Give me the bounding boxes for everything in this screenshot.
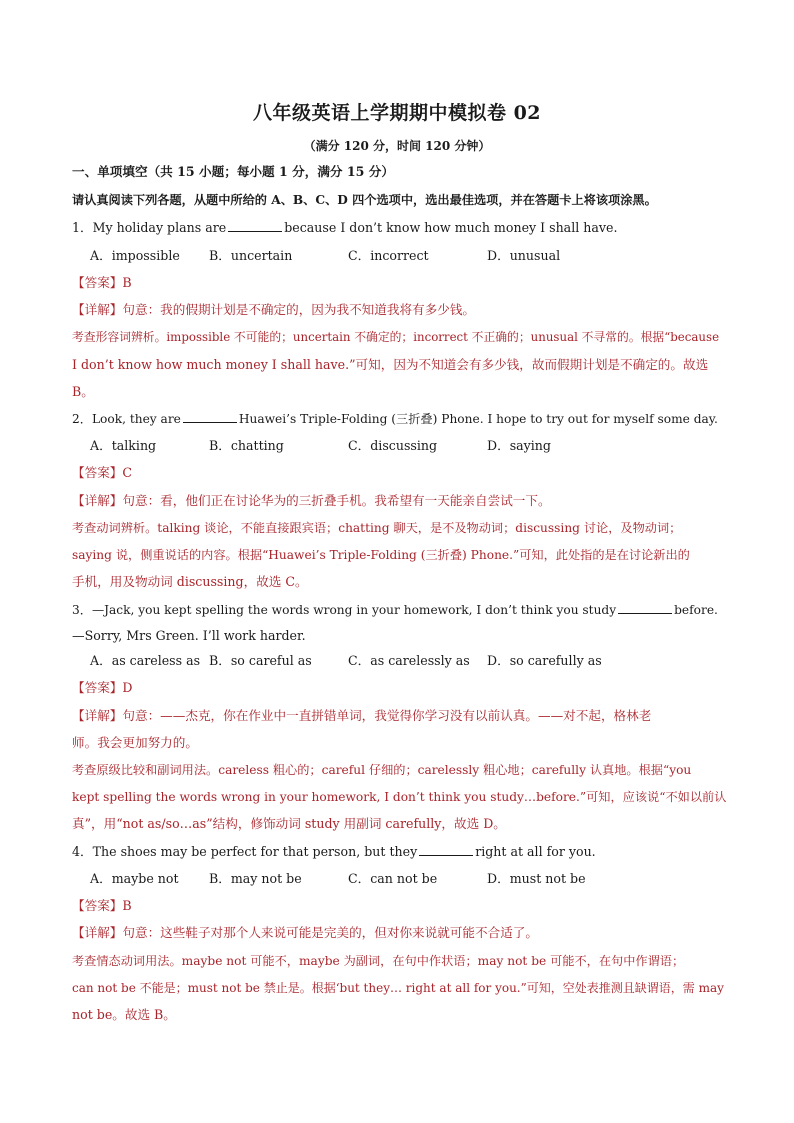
option-d: D．saying [487,438,551,453]
question-4-stem [72,843,596,861]
option-b: B．so careful as [209,653,312,668]
answer-label: 【答案】C [72,465,133,480]
option-b: B．uncertain [209,248,293,263]
detail-line: can not be 不能是；must not be 禁止是。根据‘but they… right at all for you.”可知，空处表推测且缺谓语，需 may [72,981,724,995]
detail-line: 考查情态动词用法。maybe not 可能不，maybe 为副词，在句中作状语；may not be 可能不，在句中作谓语； [72,954,685,968]
detail-tag: 【详解】 [72,493,123,508]
detail-line: not be。故选 B。 [72,1007,176,1022]
option-c: C．can not be [348,871,438,886]
stem-text: 1．My holiday plans are [72,220,227,235]
detail-line: 师。我会更加努力的。 [72,735,198,750]
answer-label: 【答案】B [72,275,132,290]
question-3-stem [72,601,718,619]
detail-line: kept spelling the words wrong in your homework, I don’t think you study…before.”可知，应该说“不如以前认 [72,790,727,804]
answer-blank [419,844,473,856]
doc-title: 八年级英语上学期期中模拟卷 02 [252,102,542,124]
stem-text: 4．The shoes may be perfect for that person, but they [72,844,418,859]
question-3-reply: —Sorry, Mrs Green. I’ll work harder. [72,628,306,643]
answer-blank [183,411,237,423]
option-d: D．unusual [487,248,561,263]
option-d: D．must not be [487,871,586,886]
answer-blank [618,602,672,614]
answer-label: 【答案】D [72,680,133,695]
option-c: C．as carelessly as [348,653,470,668]
option-a: A．impossible [90,248,180,263]
option-b: B．chatting [209,438,284,453]
detail-text: 句意：看，他们正在讨论华为的三折叠手机。我希望有一天能亲自尝试一下。 [122,493,551,508]
stem-text: right at all for you. [475,844,596,859]
detail-tag: 【详解】 [72,708,123,723]
question-2-stem [72,410,718,428]
detail-line: 真”，用“not as/so…as”结构，修饰动词 study 用副词 carefully，故选 D。 [72,816,506,831]
stem-text: because I don’t know how much money I shall have. [284,220,618,235]
detail-text: 句意：我的假期计划是不确定的，因为我不知道我将有多少钱。 [122,302,475,317]
detail-line [72,301,475,319]
detail-line: 考查原级比较和副词用法。careless 粗心的；careful 仔细的；carelessly 粗心地；carefully 认真地。根据“you [72,763,692,777]
instructions: 请认真阅读下列各题，从题中所给的 A、B、C、D 四个选项中，选出最佳选项，并在答题卡上将该项涂黑。 [72,193,657,207]
answer-blank [228,220,282,232]
option-b: B．may not be [209,871,302,886]
detail-line [72,492,551,510]
detail-line: 考查动词辨析。talking 谈论，不能直接跟宾语；chatting 聊天，是不及物动词；discussing 讨论，及物动词； [72,521,682,535]
option-c: C．incorrect [348,248,429,263]
question-1-stem [72,219,617,237]
detail-tag: 【详解】 [72,302,123,317]
detail-line [72,924,538,942]
option-a: A．maybe not [90,871,179,886]
detail-line: 手机，用及物动词 discussing，故选 C。 [72,574,308,589]
answer-label: 【答案】B [72,898,132,913]
option-d: D．so carefully as [487,653,602,668]
detail-text: 句意：——杰克，你在作业中一直拼错单词，我觉得你学习没有以前认真。——对不起，格林老 [122,708,652,723]
option-c: C．discussing [348,438,438,453]
detail-line: saying 说，侧重说话的内容。根据“Huawei’s Triple-Folding (三折叠) Phone.”可知，此处指的是在讨论新出的 [72,548,690,562]
detail-line: I don’t know how much money I shall have.”可知，因为不知道会有多少钱，故而假期计划是不确定的。故选 [72,357,709,372]
stem-text: before. [674,603,718,617]
detail-line [72,707,651,725]
stem-text: 2．Look, they are [72,412,181,426]
section-heading: 一、单项填空（共 15 小题；每小题 1 分，满分 15 分） [72,164,394,179]
detail-tag: 【详解】 [72,925,123,940]
detail-line: 考查形容词辨析。impossible 不可能的；uncertain 不确定的；incorrect 不正确的；unusual 不寻常的。根据“because [72,330,720,344]
doc-subtitle: （满分 120 分，时间 120 分钟） [303,139,491,153]
option-a: A．as careless as [90,653,201,668]
stem-text: Huawei’s Triple-Folding (三折叠) Phone. I hope to try out for myself some day. [238,412,718,426]
stem-text: 3．—Jack, you kept spelling the words wrong in your homework, I don’t think you study [72,603,617,617]
option-a: A．talking [90,438,157,453]
detail-line: B。 [72,384,94,399]
detail-text: 句意：这些鞋子对那个人来说可能是完美的，但对你来说就可能不合适了。 [122,925,538,940]
